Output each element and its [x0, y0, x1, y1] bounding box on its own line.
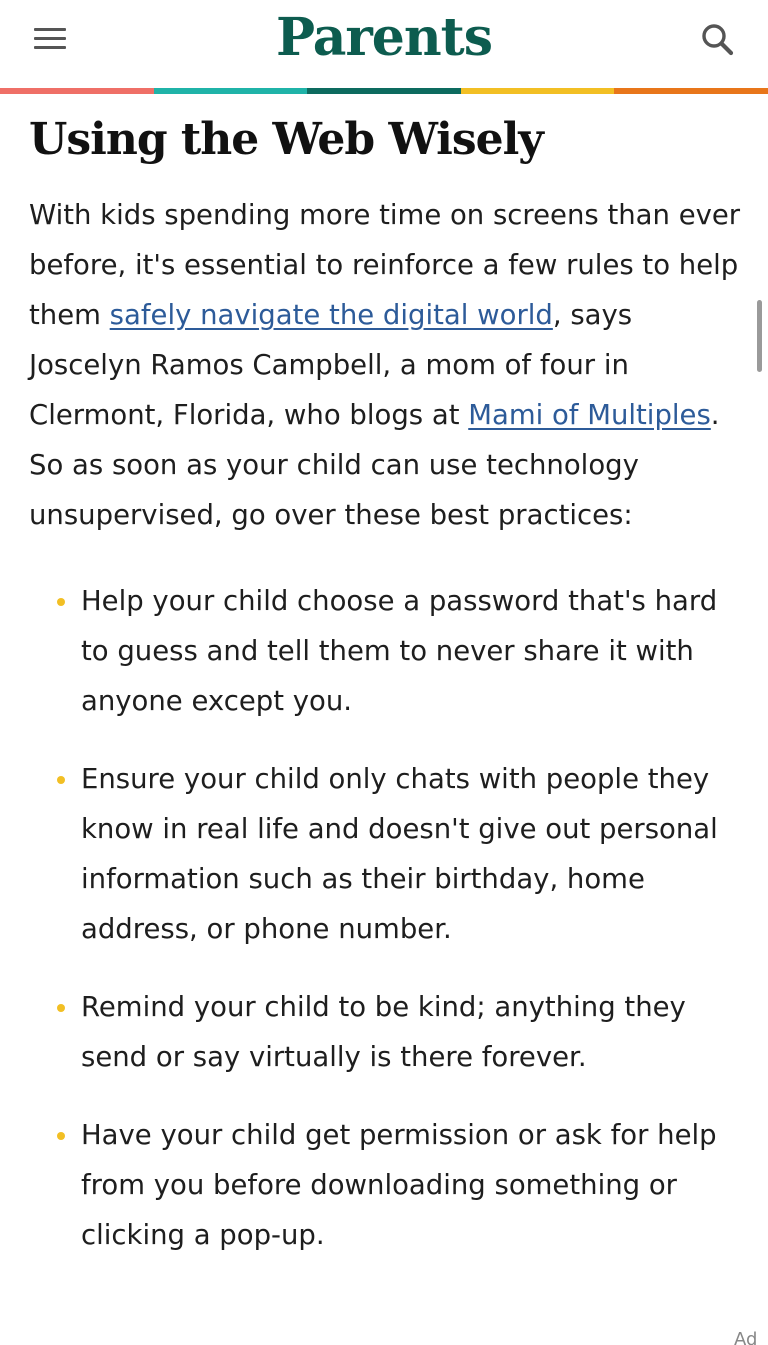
tip-text: Remind your child to be kind; anything they send or say virtually is there forever. [81, 991, 686, 1073]
article-body [29, 94, 741, 1288]
search-icon[interactable] [698, 20, 738, 60]
intro-text-1: With kids spending more time on screens than ever before, it's essential to reinforce a few rules to help them [29, 199, 741, 331]
bullet-dot [57, 1004, 65, 1012]
tip-text: Ensure your child only chats with people they know in real life and doesn't give out personal information such as their birthday, home address, or phone number. [81, 763, 718, 945]
mami-of-multiples-link[interactable]: Mami of Multiples [468, 399, 711, 431]
list-item [29, 754, 741, 954]
tips-list [29, 576, 741, 1260]
tip-text: Have your child get permission or ask for help from you before downloading something or clicking a pop-up. [81, 1119, 717, 1251]
scrollbar-thumb[interactable] [757, 300, 762, 372]
tip-text: Help your child choose a password that's hard to guess and tell them to never share it with anyone except you. [81, 585, 718, 717]
bullet-dot [57, 598, 65, 606]
site-logo[interactable]: Parents [276, 7, 492, 68]
list-item [29, 576, 741, 726]
intro-text-3: . So as soon as your child can use technology unsupervised, go over these best practices: [29, 399, 720, 531]
ad-label: Ad [734, 1329, 758, 1345]
site-logo-container [0, 6, 768, 70]
site-header [0, 0, 768, 88]
bullet-dot [57, 1132, 65, 1140]
bullet-dot [57, 776, 65, 784]
safely-navigate-link[interactable]: safely navigate the digital world [109, 299, 553, 331]
list-item [29, 1110, 741, 1260]
intro-text-2: , says Joscelyn Ramos Campbell, a mom of four in Clermont, Florida, who blogs at [29, 299, 633, 431]
intro-paragraph [29, 190, 741, 540]
section-title: Using the Web Wisely [29, 114, 543, 165]
list-item [29, 982, 741, 1082]
